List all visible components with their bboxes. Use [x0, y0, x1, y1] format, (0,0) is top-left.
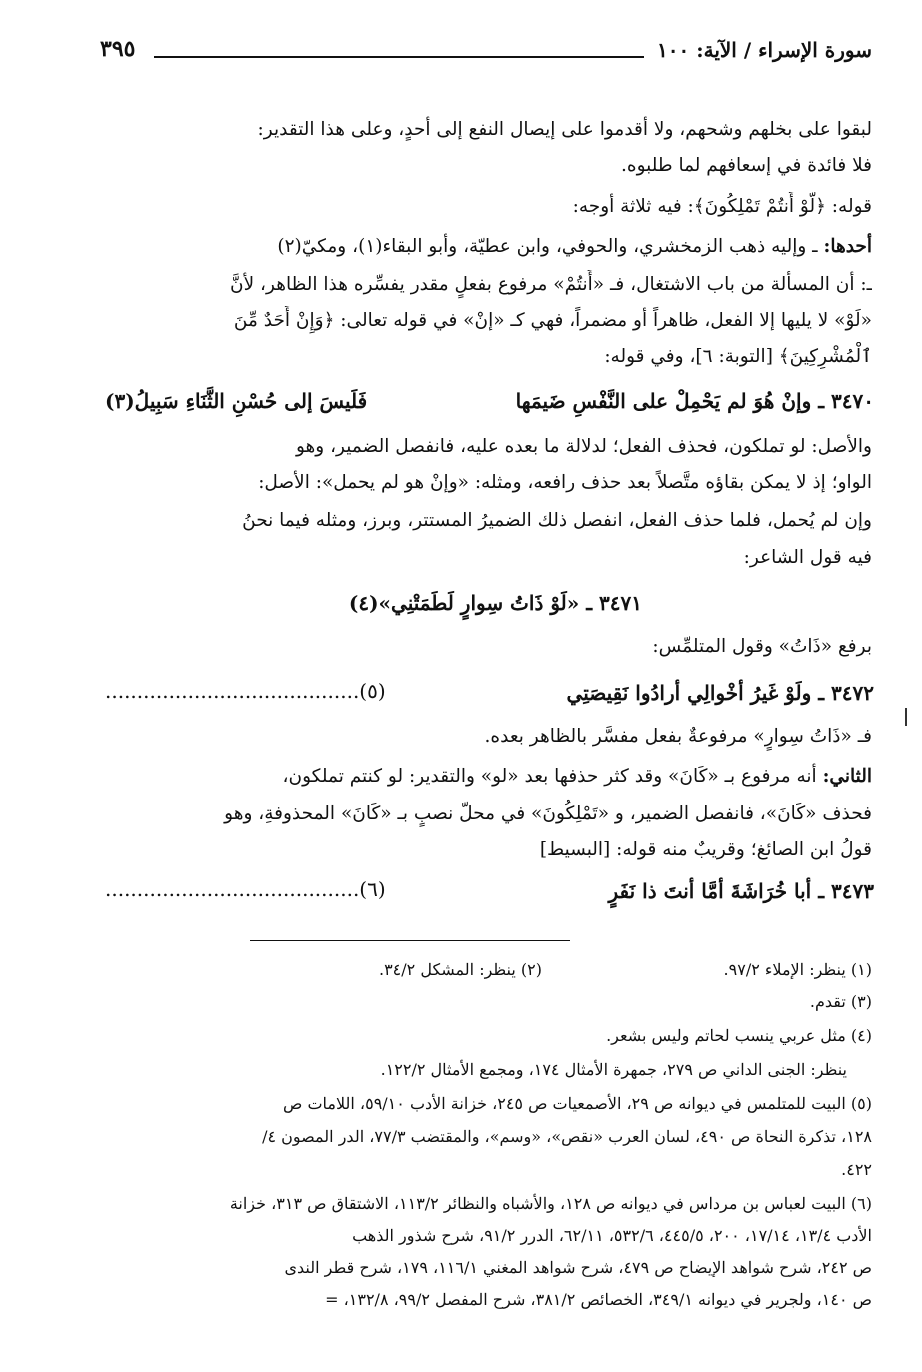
footnote-5-cont: ١٢٨، تذكرة النحاة ص ٤٩٠، لسان العرب «نقص»، «وسم»، والمقتضب ٧٧/٣، الدر المصون ٤/	[262, 1127, 872, 1146]
section-label-first: أحدها:	[823, 236, 872, 257]
body-text: أنه مرفوع بـ «كَانَ» وقد كثر حذفها بعد «لو» والتقدير: لو كنتم تملكون،	[282, 766, 817, 787]
footnote-5-cont: ٤٢٢.	[841, 1160, 872, 1179]
body-line: وإن لم يُحمل، فلما حذف الفعل، انفصل ذلك الضميرُ المستتر، وبرز، ومثله فيما نحنُ	[242, 510, 872, 531]
footnote-5: (٥) البيت للمتلمس في ديوانه ص ٢٩، الأصمعيات ص ٢٤٥، خزانة الأدب ٥٩/١٠، اللامات ص	[283, 1094, 872, 1113]
footnote-separator	[250, 940, 570, 941]
verse-3473: ٣٤٧٣ ـ أبا خُرَاشَةَ أمَّا أنتَ ذا نَفَرٍ	[608, 879, 874, 903]
footnote-6-cont: ص ٢٤٢، شرح شواهد الإيضاح ص ٤٧٩، شرح شواهد المغني ١١٦/١، ١٧٩، شرح قطر الندى	[284, 1258, 872, 1277]
verse-3470-second-half: فَلَيسَ إلى حُسْنِ الثَّنَاءِ سَبِيلُ(٣)	[105, 389, 368, 413]
section-label-second: الثاني:	[822, 766, 872, 787]
footnote-6-cont: ص ١٤٠، ولجرير في ديوانه ٣٤٩/١، الخصائص ٣٨١/٢، شرح المفصل ٩٩/٢، ١٣٢/٨، =	[325, 1290, 872, 1309]
footnote-6: (٦) البيت لعباس بن مرداس في ديوانه ص ١٢٨، والأشباه والنظائر ١١٣/٢، الاشتقاق ص ٣١٣، خزانة	[229, 1194, 872, 1213]
page-header	[100, 32, 872, 72]
page-number: ٣٩٥	[100, 36, 136, 62]
body-line	[100, 232, 872, 262]
body-line: قولُ ابن الصائغ؛ وقريبٌ منه قوله: [البسيط]	[539, 839, 872, 860]
footnote-4-cont: ينظر: الجنى الداني ص ٢٧٩، جمهرة الأمثال ١٧٤، ومجمع الأمثال ١٢٢/٢.	[380, 1060, 847, 1079]
footnote-6-cont: الأدب ١٣/٤، ١٧/١٤، ٢٠٠، ٤٤٥/٥، ٥٣٢/٦، ٦٢/١١، الدرر ٩١/٢، شرح شذور الذهب	[352, 1226, 872, 1245]
body-line: والأصل: لو تملكون، فحذف الفعل؛ لدلالة ما بعده عليه، فانفصل الضمير، وهو	[295, 436, 872, 457]
verse-3470-first-half: ٣٤٧٠ ـ وإنْ هُوَ لم يَحْمِلْ على النَّفْسِ ضَيمَها	[515, 389, 874, 413]
body-line: الواو؛ إذ لا يمكن بقاؤه متَّصلاً بعد حذف رافعه، ومثله: «وإنْ هو لم يحمل»: الأصل:	[258, 472, 872, 493]
body-line: فلا فائدة في إسعافهم لما طلبوه.	[621, 155, 872, 176]
body-line: ـ: أن المسألة من باب الاشتغال، فـ «أَنتُمْ» مرفوع بفعلٍ مقدر يفسِّره هذا الظاهر، لأنَّ	[230, 274, 872, 295]
verse-3472-ellipsis: (٥)........................................	[105, 679, 386, 703]
body-line: فـ «ذَاتُ سِوارٍ» مرفوعةٌ بفعل مفسَّر بالظاهر بعده.	[484, 726, 872, 747]
footnote-1: (١) ينظر: الإملاء ٩٧/٢.	[723, 960, 872, 979]
body-line: ٱلْمُشْرِكِينَ﴾ [التوبة: ٦]، وفي قوله:	[604, 346, 872, 367]
footnote-4: (٤) مثل عربي ينسب لحاتم وليس بشعر.	[606, 1026, 872, 1045]
body-line	[100, 762, 872, 792]
body-text: ـ وإليه ذهب الزمخشري، والحوفي، وابن عطيّة، وأبو البقاء(١)، ومكيّ(٢)	[277, 236, 818, 257]
body-line: قوله: ﴿لَّوْ أَنتُمْ تَمْلِكُونَ﴾: فيه ثلاثة أوجه:	[572, 196, 872, 217]
header-rule	[154, 56, 644, 58]
verse-3472: ٣٤٧٢ ـ ولَوْ غَيرُ أخْوالِي أرادُوا نَقِيصَتِي	[566, 681, 874, 705]
body-line: «لَوْ» لا يليها إلا الفعل، ظاهراً أو مضمراً، فهي كـ «إنْ» في قوله تعالى: ﴿وَإِنْ أَحَدٌ مِّنَ	[233, 310, 872, 331]
running-title: سورة الإسراء / الآية: ١٠٠	[657, 38, 872, 62]
body-line: فحذف «كَانَ»، فانفصل الضمير، و «تَمْلِكُونَ» في محلّ نصبٍ بـ «كَانَ» المحذوفةِ، وهو	[224, 803, 872, 824]
footnote-2: (٢) ينظر: المشكل ٣٤/٢.	[378, 960, 542, 979]
body-line: فيه قول الشاعر:	[743, 547, 872, 568]
verse-3473-ellipsis: (٦)........................................	[105, 877, 386, 901]
verse-3471: ٣٤٧١ ـ «لَوْ ذَاتُ سِوارٍ لَطَمَتْنِي»(٤)	[348, 591, 642, 615]
margin-mark	[905, 708, 907, 726]
body-line: لبقوا على بخلهم وشحهم، ولا أقدموا على إيصال النفع إلى أحدٍ، وعلى هذا التقدير:	[257, 119, 872, 140]
footnote-3: (٣) تقدم.	[809, 992, 872, 1011]
body-line: برفع «ذَاتُ» وقول المتلمِّس:	[652, 636, 872, 657]
